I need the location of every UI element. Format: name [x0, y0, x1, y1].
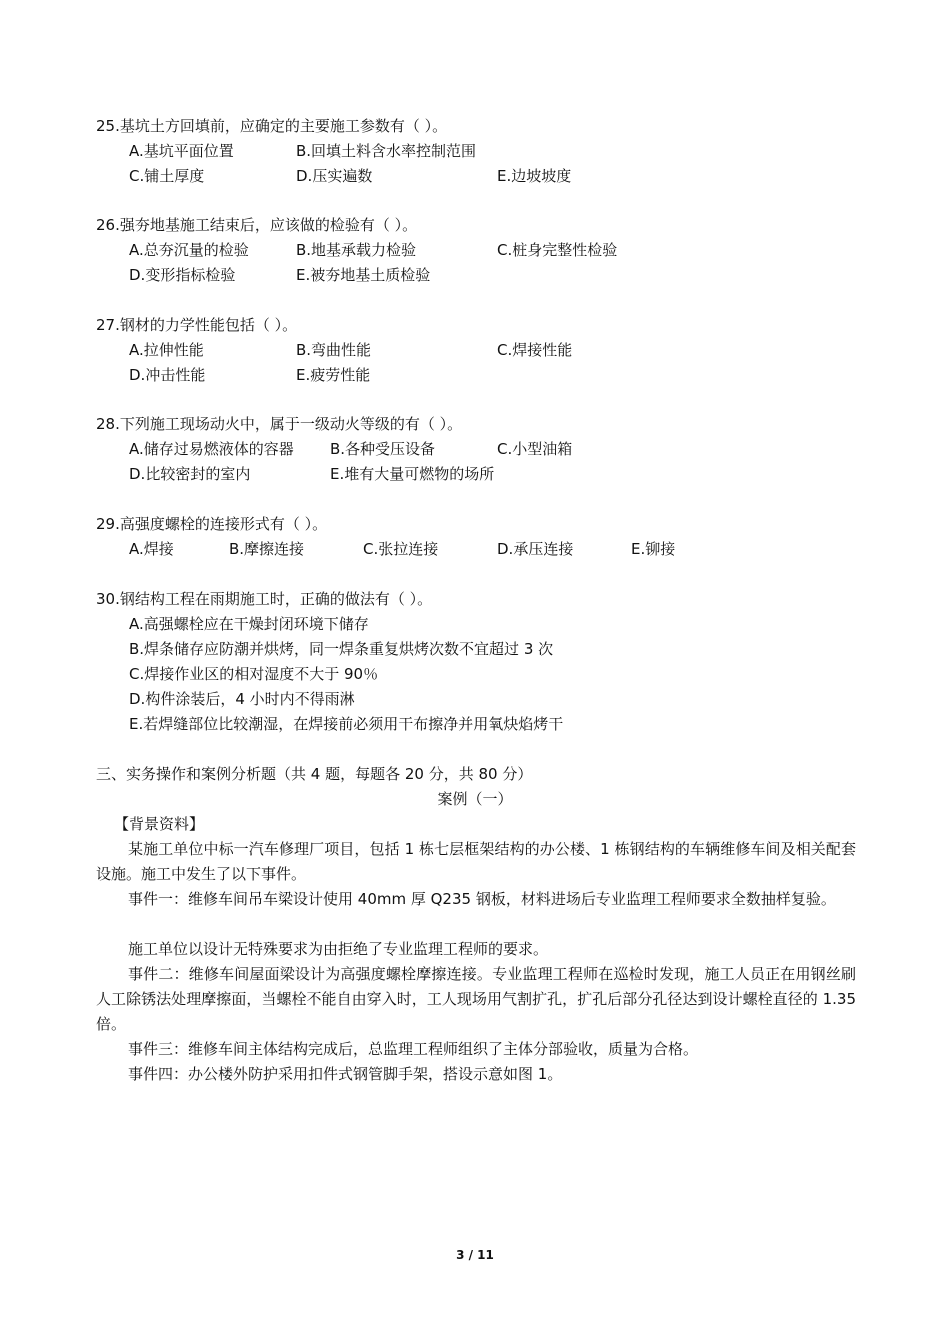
option-e: E.边坡坡度	[497, 167, 572, 185]
case-title: 案例（一）	[437, 790, 513, 808]
option-b: B.各种受压设备	[330, 440, 436, 458]
option-c: C.张拉连接	[363, 540, 439, 558]
option-d: D.构件涂装后，4 小时内不得雨淋	[129, 690, 355, 708]
option-e: E.堆有大量可燃物的场所	[330, 465, 495, 483]
paragraph-event-4: 事件四：办公楼外防护采用扣件式钢管脚手架，搭设示意如图 1。	[128, 1065, 563, 1083]
option-a: A.总夯沉量的检验	[129, 241, 249, 259]
option-d: D.变形指标检验	[129, 266, 236, 284]
page-number: 3 / 11	[456, 1248, 494, 1262]
option-e: E.被夯地基土质检验	[296, 266, 431, 284]
option-e: E.若焊缝部位比较潮湿，在焊接前必须用干布擦净并用氧炔焰烤干	[129, 715, 564, 733]
option-b: B.回填土料含水率控制范围	[296, 142, 477, 160]
option-a: A.拉伸性能	[129, 341, 204, 359]
option-d: D.承压连接	[497, 540, 574, 558]
option-b: B.弯曲性能	[296, 341, 372, 359]
option-a: A.焊接	[129, 540, 174, 558]
option-a: A.基坑平面位置	[129, 142, 234, 160]
option-b: B.摩擦连接	[229, 540, 305, 558]
question-30-stem: 30.钢结构工程在雨期施工时，正确的做法有（ ）。	[96, 590, 433, 608]
paragraph-refusal: 施工单位以设计无特殊要求为由拒绝了专业监理工程师的要求。	[128, 940, 549, 958]
option-b: B.地基承载力检验	[296, 241, 417, 259]
question-25-stem: 25.基坑土方回填前，应确定的主要施工参数有（ ）。	[96, 117, 448, 135]
paragraph-event-2: 事件二：维修车间屋面梁设计为高强度螺栓摩擦连接。专业监理工程师在巡检时发现，施工人员正在用钢丝刷人工除锈法处理摩擦面，当螺栓不能自由穿入时，工人现场用气割扩孔，扩孔后部分孔径达到设计螺栓直径的 1.35 倍。	[96, 965, 856, 1033]
background-label: 【背景资料】	[114, 815, 205, 833]
question-27-options-row-1	[0, 338, 950, 363]
question-28-options-row-2	[0, 462, 950, 487]
question-29-stem: 29.高强度螺栓的连接形式有（ ）。	[96, 515, 328, 533]
option-c: C.焊接作业区的相对湿度不大于 90％	[129, 665, 379, 683]
paragraph-event-1: 事件一：维修车间吊车梁设计使用 40mm 厚 Q235 钢板，材料进场后专业监理工程师要求全数抽样复验。	[128, 890, 836, 908]
question-25-options-row-2	[0, 164, 950, 189]
question-27-options-row-2	[0, 363, 950, 388]
option-e: E.疲劳性能	[296, 366, 371, 384]
question-27-stem: 27.钢材的力学性能包括（ ）。	[96, 316, 298, 334]
question-29-options-row-1	[0, 537, 950, 562]
question-28-stem: 28.下列施工现场动火中，属于一级动火等级的有（ ）。	[96, 415, 463, 433]
option-d: D.比较密封的室内	[129, 465, 251, 483]
question-26-options-row-1	[0, 238, 950, 263]
option-c: C.铺土厚度	[129, 167, 205, 185]
option-c: C.小型油箱	[497, 440, 573, 458]
option-d: D.压实遍数	[296, 167, 373, 185]
option-e: E.铆接	[631, 540, 676, 558]
option-c: C.焊接性能	[497, 341, 573, 359]
option-a: A.储存过易燃液体的容器	[129, 440, 294, 458]
question-26-stem: 26.强夯地基施工结束后，应该做的检验有（ ）。	[96, 216, 418, 234]
option-a: A.高强螺栓应在干燥封闭环境下储存	[129, 615, 369, 633]
question-28-options-row-1	[0, 437, 950, 462]
paragraph-event-3: 事件三：维修车间主体结构完成后，总监理工程师组织了主体分部验收，质量为合格。	[128, 1040, 699, 1058]
option-b: B.焊条储存应防潮并烘烤，同一焊条重复烘烤次数不宜超过 3 次	[129, 640, 554, 658]
option-c: C.桩身完整性检验	[497, 241, 618, 259]
option-d: D.冲击性能	[129, 366, 206, 384]
question-25-options-row-1	[0, 139, 950, 164]
paragraph-intro: 某施工单位中标一汽车修理厂项目，包括 1 栋七层框架结构的办公楼、1 栋钢结构的车辆维修车间及相关配套设施。施工中发生了以下事件。	[96, 840, 856, 883]
question-26-options-row-2	[0, 263, 950, 288]
section-title: 三、实务操作和案例分析题（共 4 题，每题各 20 分，共 80 分）	[96, 765, 533, 783]
